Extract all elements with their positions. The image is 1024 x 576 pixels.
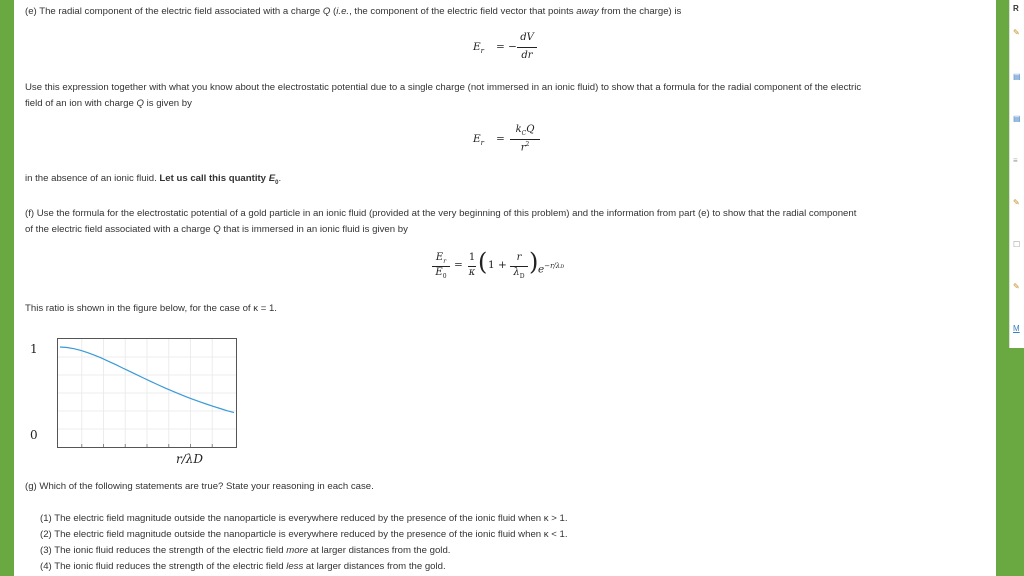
part-f-line2: of the electric field associated with a charge Q that is immersed in an ionic fluid is given by — [25, 224, 408, 235]
statement-1: (1) The electric field magnitude outside the nanoparticle is everywhere reduced by the presence of the ionic fluid when κ > 1. — [40, 513, 568, 524]
edit-icon[interactable]: ✎ — [1013, 28, 1020, 37]
document-icon[interactable]: ▤ — [1013, 72, 1021, 81]
y-tick-label-0: 0 — [30, 428, 38, 442]
document-icon[interactable]: ▤ — [1013, 114, 1021, 123]
part-f-line1: (f) Use the formula for the electrostatic potential of a gold particle in an ionic fluid (provided at the very beginning of this problem) and the information from part (e) to show that the radial component — [25, 208, 857, 219]
edit-icon[interactable]: ✎ — [1013, 198, 1020, 207]
statement-3: (3) The ionic fluid reduces the strength of the electric field more at larger distances from the gold. — [40, 545, 451, 556]
x-axis-label: r/λD — [176, 452, 204, 466]
document-page: (e) The radial component of the electric field associated with a charge Q (i.e., the component of the electric field vector that points away from the charge) is $E_r$ = − dV dr Use this expression together with what you know about the electrostatic potential due to a single charge (not immersed in an ionic fluid) to show that a formula for the radial component of the electric field of an ion with charge Q is given by $E_r$ = $k_CQ$ $r^2$ in the absence of an ionic fluid. Let us call this quantity $E_0$. (f) Use the formula for the electrostatic potential of a gold particle in an ionic fluid (provided at the very beginning of this problem) and the information from part (e) to show that the radial component of the electric field associated with a charge Q that is immersed in an ionic fluid is given by $E_r$ $E_0$ = 1 κ ( 1 + r $\lambda_D$ ) $e^{-r/\lambda D}$ This ratio is shown in the figure below, for the case of κ = 1. 1 0 r/λD (g) Which of the following statements are true? State your reasoning in each case. (1) The electric field magnitude outside the nanoparticle is everywhere reduced by the presence of the ionic fluid when κ > 1. (2) The electric field magnitude outside the nanoparticle is everywhere reduced by the presence of the ionic fluid when κ < 1. (3) The ionic fluid reduces the strength of the electric field more at larger distances from the gold. (4) The ionic fluid reduces the strength of the electric field less at larger distances from the gold. — [14, 0, 996, 576]
statement-4: (4) The ionic fluid reduces the strength of the electric field less at larger distances from the gold. — [40, 561, 446, 572]
ratio-chart — [57, 338, 237, 448]
part-e-instruction-line1: Use this expression together with what you know about the electrostatic potential due to a single charge (not immersed in an ionic fluid) to show that a formula for the radial component of the electric — [25, 82, 862, 93]
y-tick-label-1: 1 — [30, 342, 38, 356]
sidebar-bottom-label[interactable]: M — [1013, 324, 1020, 333]
part-e-instruction-line2: field of an ion with charge Q is given by — [25, 98, 192, 109]
list-icon[interactable]: ≡ — [1013, 156, 1018, 165]
edit-icon[interactable]: ✎ — [1013, 282, 1020, 291]
right-sidebar — [1009, 0, 1024, 348]
chart-plot-area — [58, 339, 236, 447]
ratio-caption: This ratio is shown in the figure below, for the case of κ = 1. — [25, 303, 277, 314]
part-e-intro: (e) The radial component of the electric field associated with a charge Q (i.e., the component of the electric field vector that points away from the charge) is — [25, 6, 682, 17]
statement-2: (2) The electric field magnitude outside the nanoparticle is everywhere reduced by the presence of the ionic fluid when κ < 1. — [40, 529, 568, 540]
part-g-question: (g) Which of the following statements are true? State your reasoning in each case. — [25, 481, 374, 492]
checkbox-icon[interactable]: ☐ — [1013, 240, 1021, 249]
part-e-absence: in the absence of an ionic fluid. Let us call this quantity $E_0$. — [25, 173, 282, 186]
sidebar-top-label: R — [1013, 4, 1019, 13]
